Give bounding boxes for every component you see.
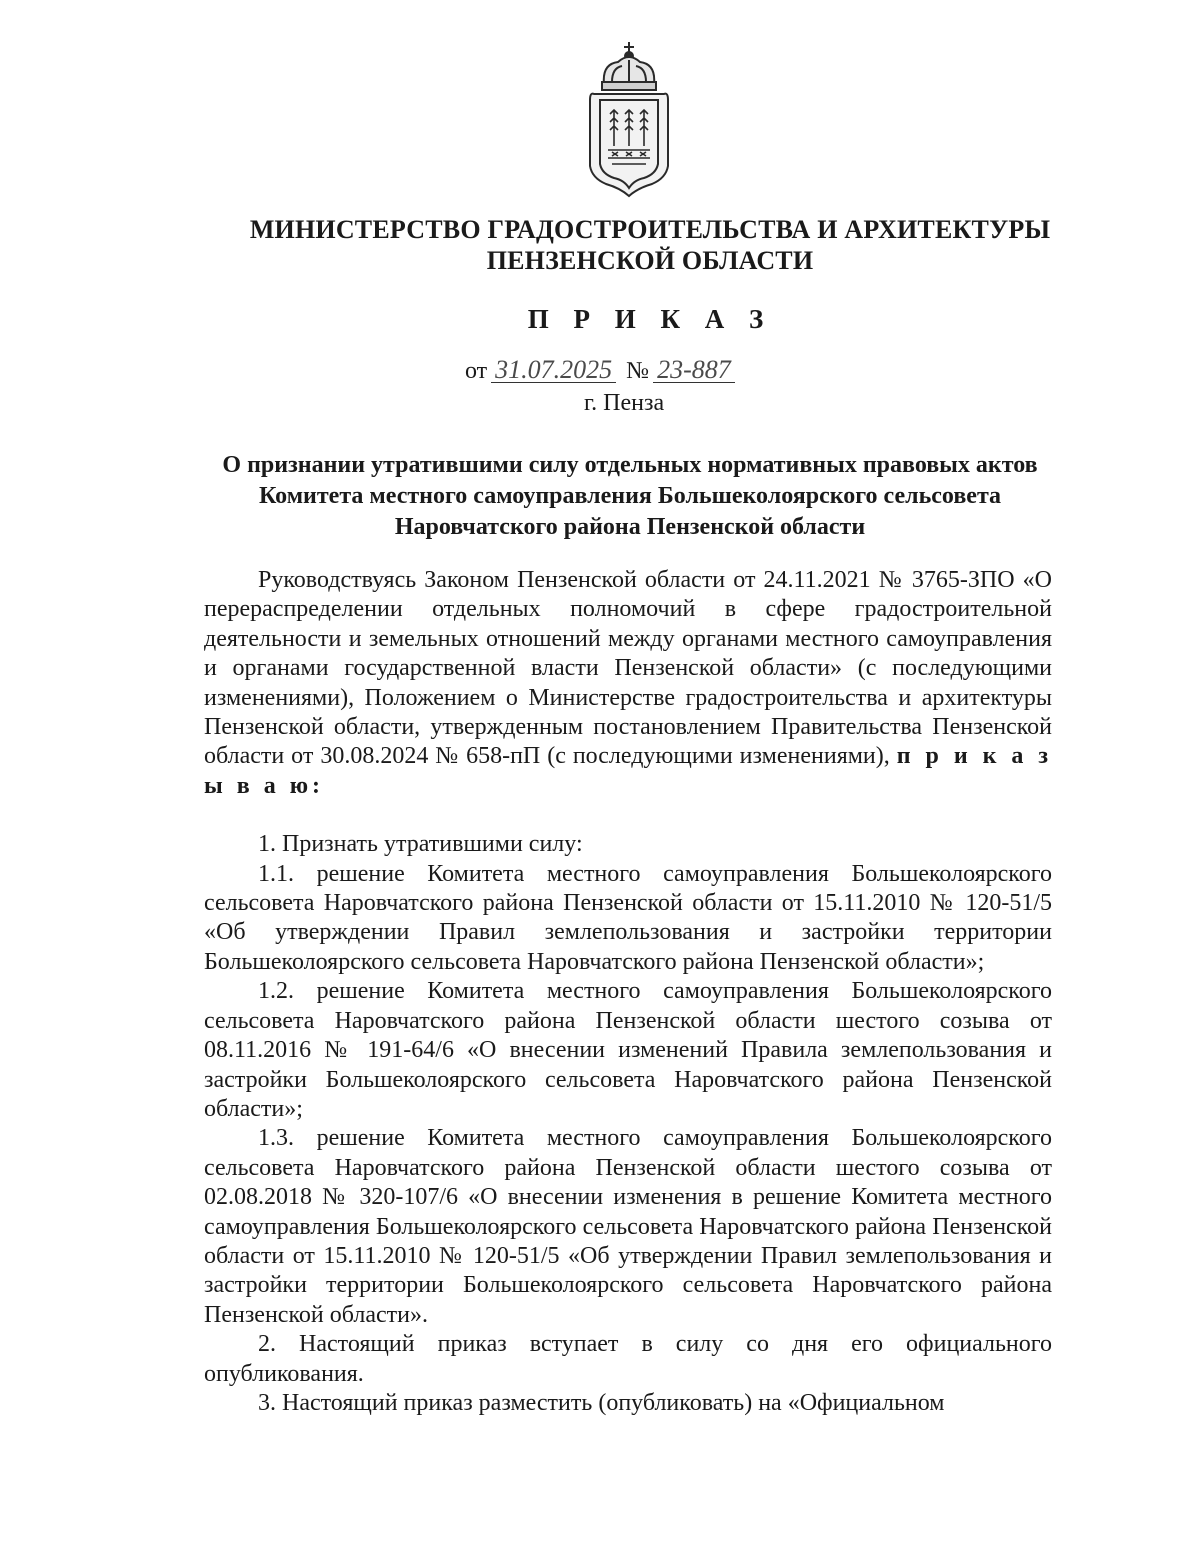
ministry-name-line2: ПЕНЗЕНСКОЙ ОБЛАСТИ	[486, 246, 814, 275]
document-body	[204, 566, 1052, 1418]
order-title: П Р И К А З	[527, 304, 773, 334]
preamble-paragraph	[204, 566, 1052, 801]
list-item: 1. Признать утратившими силу:	[258, 831, 583, 858]
directive-word: п р и к а з ы в а ю:	[204, 743, 1053, 799]
order-date-number	[465, 355, 739, 385]
date-prefix: от	[465, 358, 488, 384]
order-date: 31.07.2025	[491, 358, 616, 383]
ministry-name	[140, 214, 1160, 276]
list-item: 3. Настоящий приказ разместить (опубликовать) на «Официальном	[258, 1389, 945, 1416]
order-subject: О признании утратившими силу отдельных нормативных правовых актов Комитета местного самоуправления Большеколоярского сельсовета Наровчатского района Пензенской области	[222, 452, 1038, 540]
list-item: 2. Настоящий приказ вступает в силу со дня его официального опубликования.	[204, 1331, 1052, 1387]
number-prefix: №	[626, 358, 650, 384]
order-number: 23-887	[653, 358, 735, 383]
list-item: 1.2. решение Комитета местного самоуправления Большеколоярского сельсовета Наровчатского района Пензенской области шестого созыва от 08.11.2016 № 191-64/6 «О внесении изменений Правила землепользования и застройки Большеколоярского сельсовета Наровчатского района Пензенской области»;	[204, 978, 1052, 1122]
list-item: 1.3. решение Комитета местного самоуправления Большеколоярского сельсовета Наровчатского района Пензенской области шестого созыва от 02.08.2018 № 320-107/6 «О внесении изменения в решение Комитета местного самоуправления Большеколоярского сельсовета Наровчатского района Пензенской области от 15.11.2010 № 120-51/5 «Об утверждении Правил землепользования и застройки территории Большеколоярского сельсовета Наровчатского района Пензенской области».	[204, 1125, 1052, 1328]
list-item: 1.1. решение Комитета местного самоуправления Большеколоярского сельсовета Наровчатского района Пензенской области от 15.11.2010 № 120-51/5 «Об утверждении Правил землепользования и застройки территории Большеколоярского сельсовета Наровчатского района Пензенской области»;	[204, 860, 1052, 975]
penza-coat-of-arms-icon	[582, 38, 676, 198]
preamble-text: Руководствуясь Законом Пензенской области от 24.11.2021 № 3765-ЗПО «О перераспределении отдельных полномочий в сфере градостроительной деятельности и земельных отношений между органами местного самоуправления и органами государственной власти Пензенской области» (с последующими изменениями), Положением о Министерстве градостроительства и архитектуры Пензенской области, утвержденным постановлением Правительства Пензенской области от 30.08.2024 № 658-пП (с последующими изменениями),	[204, 567, 1052, 770]
ministry-name-line1: МИНИСТЕРСТВО ГРАДОСТРОИТЕЛЬСТВА И АРХИТЕКТУРЫ	[249, 215, 1051, 244]
order-city: г. Пенза	[584, 390, 665, 416]
